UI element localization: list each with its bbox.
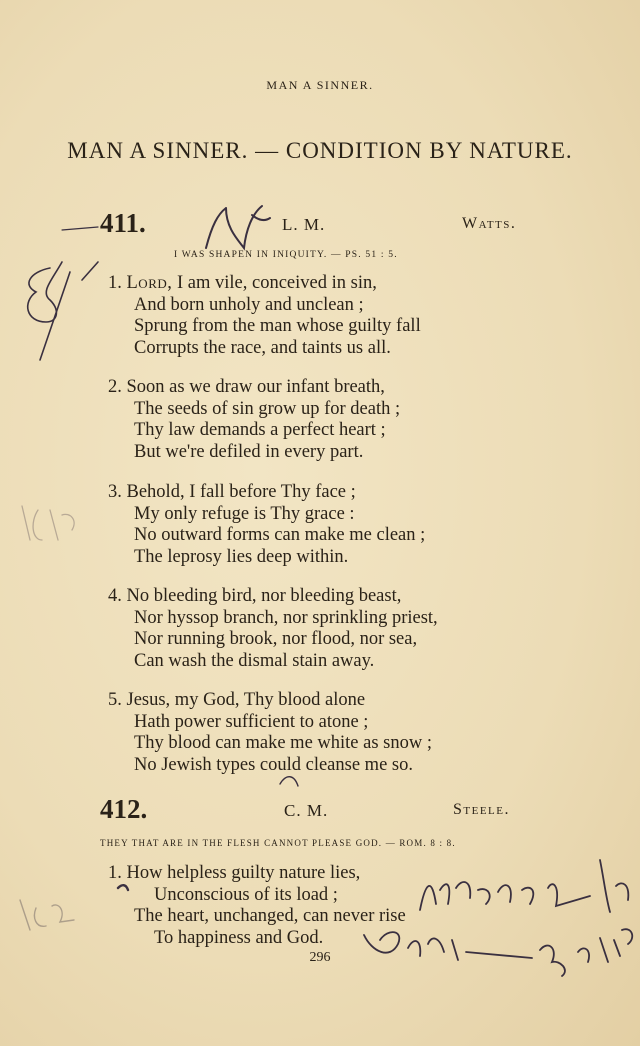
- hymn-411-epigraph: I WAS SHAPEN IN INIQUITY. — PS. 51 : 5.: [174, 250, 398, 260]
- verse-line: Soon as we draw our infant breath,: [126, 377, 385, 397]
- handwritten-n-mark: [206, 206, 270, 248]
- verse-line: Jesus, my God, Thy blood alone: [126, 690, 366, 710]
- hymn-411-number: 411.: [100, 208, 146, 238]
- stanza-number: 1.: [108, 273, 122, 293]
- hymn-412-epigraph: THEY THAT ARE IN THE FLESH CANNOT PLEASE GOD. — ROM. 8 : 8.: [100, 838, 456, 848]
- hymn-411-author: Watts.: [462, 215, 517, 232]
- running-head: MAN A SINNER.: [266, 78, 374, 92]
- verse-line: No outward forms can make me clean ;: [134, 525, 426, 545]
- hymn-412-number: 412.: [100, 794, 148, 824]
- hymn-411-stanza-5: [108, 690, 432, 776]
- stanza-first-word: Lord,: [126, 273, 173, 293]
- verse-line: How helpless guilty nature lies,: [126, 863, 361, 883]
- verse-line: Hath power sufficient to atone ;: [134, 711, 369, 732]
- handwritten-figure-mark: [28, 262, 98, 360]
- verse-line: Nor running brook, nor flood, nor sea,: [134, 629, 418, 649]
- verse-line: Corrupts the race, and taints us all.: [134, 337, 391, 358]
- stanza-number: 5.: [108, 690, 122, 710]
- verse-line: Sprung from the man whose guilty fall: [134, 316, 421, 336]
- verse-line: Unconscious of its load ;: [154, 884, 338, 905]
- verse-line: The seeds of sin grow up for death ;: [134, 398, 401, 419]
- hymn-411-stanza-4: [108, 586, 438, 672]
- hymn-411-stanza-2: [108, 377, 400, 463]
- hymn-412-meter: C. M.: [284, 801, 329, 820]
- faint-margin-scribble: [20, 900, 74, 930]
- hymn-411-stanza-3: [108, 482, 425, 568]
- verse-line: No Jewish types could cleanse me so.: [134, 754, 413, 775]
- verse-line: And born unholy and unclean ;: [134, 294, 364, 315]
- page-number: 296: [309, 950, 331, 965]
- hymn-411-meter: L. M.: [282, 215, 326, 234]
- verse-line: Nor hyssop branch, nor sprinkling priest,: [134, 607, 438, 628]
- verse-line: The heart, unchanged, can never rise: [134, 906, 406, 926]
- section-title: MAN A SINNER. — CONDITION BY NATURE.: [67, 138, 573, 163]
- verse-line: Thy blood can make me white as snow ;: [134, 733, 432, 753]
- hymn-411-stanza-1: [108, 273, 421, 359]
- dash-mark: [62, 227, 98, 230]
- stanza-number: 4.: [108, 586, 122, 606]
- verse-line: Thy law demands a perfect heart ;: [134, 420, 386, 440]
- stanza-number: 1.: [108, 863, 122, 883]
- verse-line: But we're defiled in every part.: [134, 441, 364, 462]
- verse-line: No bleeding bird, nor bleeding beast,: [126, 586, 402, 606]
- stanza-number: 3.: [108, 482, 122, 502]
- verse-line: Can wash the dismal stain away.: [134, 650, 375, 671]
- handwritten-scribble-right: [420, 860, 628, 912]
- hymn-412-author: Steele.: [453, 801, 510, 818]
- verse-line: To happiness and God.: [154, 927, 324, 948]
- verse-line: My only refuge is Thy grace :: [134, 503, 355, 524]
- verse-line: Behold, I fall before Thy face ;: [126, 482, 356, 502]
- verse-line: I am vile, conceived in sin,: [172, 273, 377, 293]
- hymn-412-stanza-1: [108, 863, 406, 949]
- faint-pencil-mark: [22, 506, 74, 540]
- stanza-number: 2.: [108, 377, 122, 397]
- verse-line: The leprosy lies deep within.: [134, 546, 349, 567]
